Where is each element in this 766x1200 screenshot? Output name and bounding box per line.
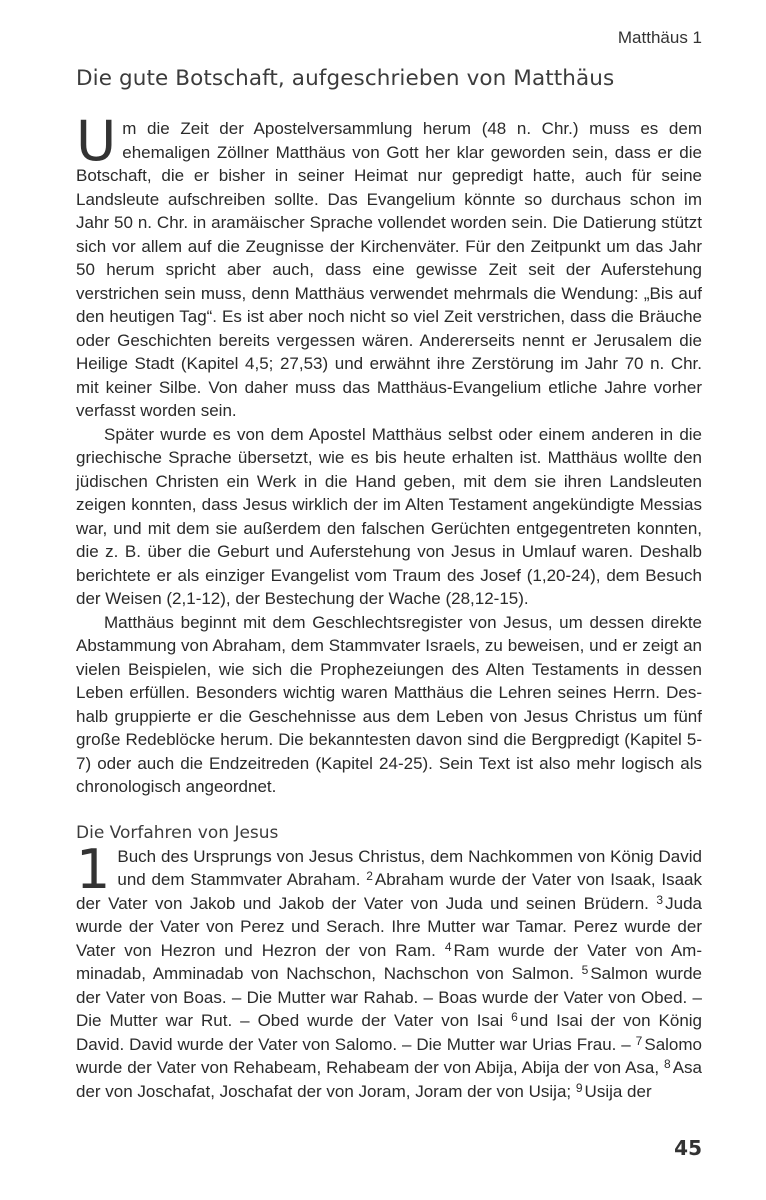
verse-1: Buch des Ursprungs von Jesus Christus, dem Nachkommen von König David und dem Stammvater Abraham. — [117, 846, 702, 889]
verse-7: Salomo wurde der Vater von Rehabeam, Rehabeam der von Abija, Abija der von Asa, — [76, 1034, 702, 1077]
intro-paragraph-1 — [76, 109, 702, 423]
verse-3: Juda wurde der Vater von Perez und Serach. Ihre Mutter war Tamar. Perez wurde der Vater von Hezron und Hezron der von Ram. — [76, 893, 702, 960]
verse-number: 5 — [581, 963, 589, 977]
verse-2: Abraham wurde der Vater von Isaak, Isaak der Vater von Jakob und Jakob der Vater von Juda und seinen Brüdern. — [76, 870, 702, 913]
section-heading: Die Vorfahren von Jesus — [76, 822, 279, 843]
verse-number: 3 — [656, 892, 664, 907]
drop-cap: U — [76, 109, 117, 173]
verse-number: 9 — [575, 1080, 583, 1095]
verse-number: 2 — [366, 869, 373, 883]
verse-number: 7 — [635, 1033, 643, 1048]
chapter-text — [76, 837, 703, 1104]
intro-paragraph-3: Matthäus beginnt mit dem Geschlechtsregister von Jesus, um dessen direkte Abstammung von Abraham, dem Stammvater Israels, zu beweisen, und er zeigt an vielen Beispielen, wie sich die Prophezeiungen des Alten Testaments in dessen Leben erfüllen. Besonders wichtig waren Matthäus die Lehren seines Herrn. Deshalb gruppierte er die Geschehnisse aus dem Leben von Jesus Christus um fünf große Redeblöcke herum. Die bekanntesten davon sind die Bergpredigt (Kapitel 5-7) oder auch die Endzeitreden (Kapitel 24-25). Sein Text ist also mehr logisch als chronologisch angeordnet. — [76, 612, 702, 796]
page-number: 45 — [674, 1136, 702, 1160]
verse-9: Usija der — [584, 1081, 652, 1101]
intro-paragraph-1-text: m die Zeit der Apostelversammlung herum (48 n. Chr.) muss es dem ehemaligen Zöllner Matthäus von Gott her klar geworden sein, dass er die Botschaft, die er bisher in seiner Heimat nur gepredigt hatte, auch für seine Landsleute aufschreiben sollte. Das Evangelium könnte so durchaus schon im Jahr 50 n. Chr. in aramäischer Sprache vollendet worden sein. Die Datierung stützt sich vor allem auf die Zeugnisse der Kirchenväter. Für den Zeitpunkt um das Jahr 50 herum spricht aber auch, dass eine gewisse Zeit seit der Auferstehung verstrichen sein muss, denn Matthäus verwendet mehrmals die Wendung: „Bis auf den heutigen Tag“. Es ist aber noch nicht so viel Zeit verstrichen, dass die Bräuche oder Geschichten bereits vergessen wären. Andererseits nennt er Jerusalem die Heilige Stadt (Kapitel 4,5; 27,53) und erwähnt ihre Zerstörung im Jahr 70 n. Chr. mit keiner Silbe. Von daher muss das Matthäus-Evangelium etliche Jahre vorher verfasst worden sein. — [76, 119, 702, 420]
intro-paragraph-2: Später wurde es von dem Apostel Matthäus selbst oder einem anderen in die griechische Sprache übersetzt, wie es bis heute erhalten ist. Matthäus wollte den jüdischen Christen ein Werk in die Hand geben, mit dem sie ihren Landsleuten zeigen konnten, dass Jesus wirklich der im Alten Testament angekündigte Messias war, und mit dem sie außerdem den falschen Gerüchten entgegentreten konnten, die z. B. über die Geburt und Auferstehung von Jesus in Umlauf waren. Deshalb berichtete er als einziger Evangelist vom Traum des Josef (1,20-24), dem Besuch der Weisen (2,1-12), der Bestechung der Wache (28,12-15). — [76, 424, 702, 608]
running-head: Matthäus 1 — [617, 28, 702, 47]
verse-6: und Isai der von König David. David wurde der Vater von Salomo. – Die Mutter war Urias Frau. – — [76, 1011, 703, 1054]
intro-title: Die gute Botschaft, aufgeschrieben von Matthäus — [76, 66, 615, 91]
chapter-number: 1 — [76, 837, 111, 901]
verse-number: 6 — [511, 1010, 518, 1024]
verse-4: Ram wurde der Vater von Amminadab, Amminadab von Nachschon, Nachschon von Salmon. — [76, 940, 702, 983]
verse-5: Salmon wurde der Vater von Boas. – Die Mutter war Rahab. – Boas wurde der Vater von Obed. – Die Mutter war Rut. – Obed wurde der Vater von Isai — [76, 964, 702, 1030]
verse-8: Asa der von Joschafat, Joschafat der von Joram, Joram der von Usija; — [76, 1058, 702, 1101]
verse-number: 4 — [444, 939, 452, 954]
verse-number: 8 — [664, 1057, 671, 1071]
page-body — [76, 66, 702, 1103]
